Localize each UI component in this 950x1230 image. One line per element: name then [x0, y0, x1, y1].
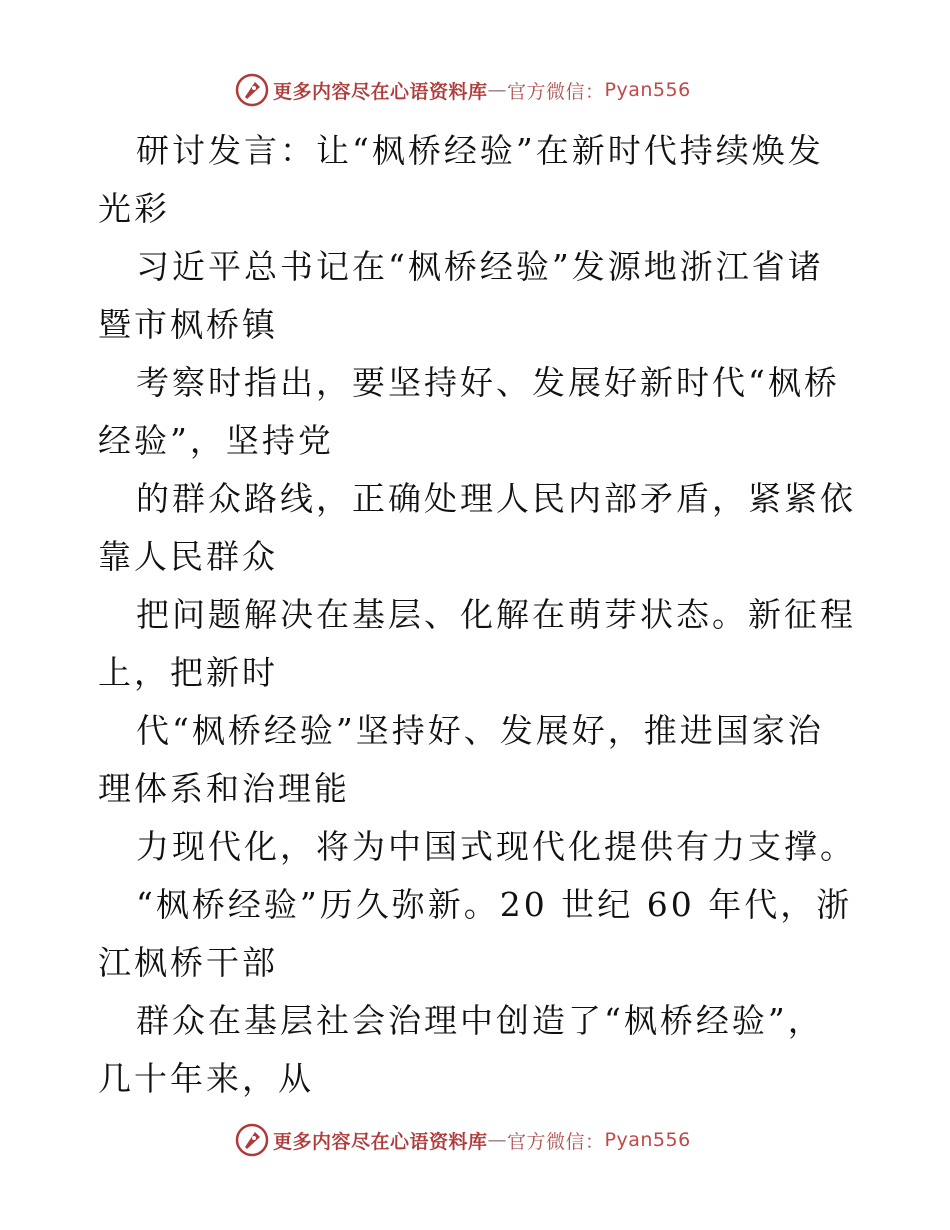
watermark-wechat-id: Pyan556: [604, 79, 691, 101]
watermark-wechat-label: 官方微信：: [507, 80, 605, 103]
watermark-main-text: 更多内容尽在心语资料库: [273, 1130, 488, 1153]
watermark-wechat-id: Pyan556: [604, 1129, 691, 1151]
paragraph: 力现代化，将为中国式现代化提供有力支撑。: [136, 827, 856, 866]
paragraph: 习近平总书记在“枫桥经验”发源地浙江省诸暨市枫桥镇: [98, 247, 824, 344]
document-body: [98, 122, 858, 1108]
paragraph: “枫桥经验”历久弥新。20 世纪 60 年代，浙江枫桥干部: [98, 885, 853, 982]
document-title: 研讨发言：让“枫桥经验”在新时代持续焕发光彩: [98, 131, 824, 228]
footer-watermark: [235, 1120, 715, 1160]
paragraph: 考察时指出，要坚持好、发展好新时代“枫桥经验”，坚持党: [98, 363, 840, 460]
paragraph: 群众在基层社会治理中创造了“枫桥经验”，几十年来，从: [98, 1001, 824, 1098]
pen-nib-icon: [235, 1123, 269, 1157]
pen-nib-icon: [235, 73, 269, 107]
watermark-separator: —: [487, 79, 508, 101]
watermark-main-text: 更多内容尽在心语资料库: [273, 80, 488, 103]
watermark-separator: —: [487, 1129, 508, 1151]
paragraph: 把问题解决在基层、化解在萌芽状态。新征程上，把新时: [98, 595, 856, 692]
paragraph: 代“枫桥经验”坚持好、发展好，推进国家治理体系和治理能: [98, 711, 824, 808]
paragraph: 的群众路线，正确处理人民内部矛盾，紧紧依靠人民群众: [98, 479, 856, 576]
watermark-wechat-label: 官方微信：: [507, 1130, 605, 1153]
header-watermark: [235, 70, 715, 110]
